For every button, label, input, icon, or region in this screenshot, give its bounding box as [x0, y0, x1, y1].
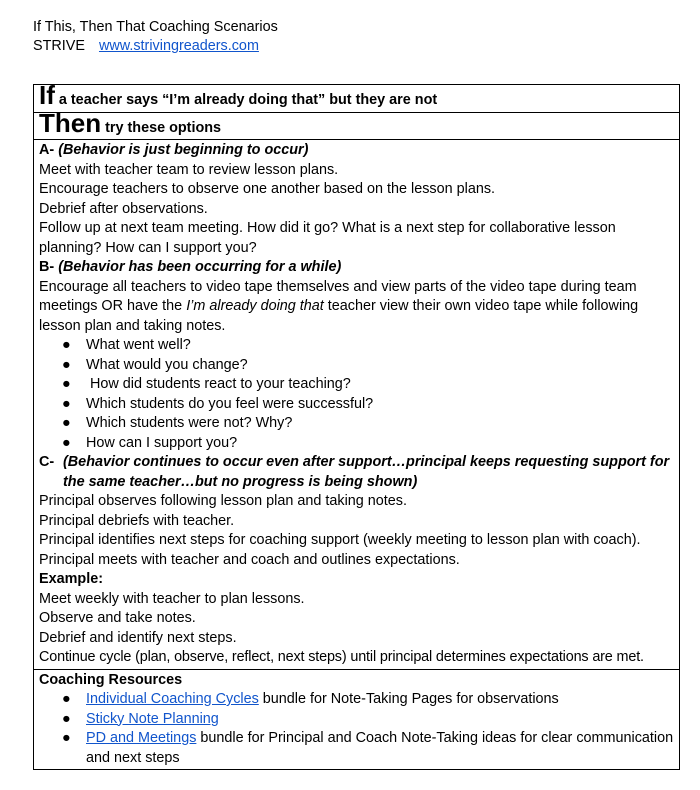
bullet-icon: ●: [62, 730, 71, 746]
resources-row: [34, 669, 680, 770]
bullet-icon: ●: [62, 710, 71, 727]
list-item: ● How did students react to your teaching?: [86, 375, 674, 395]
then-row: [34, 112, 680, 140]
section-c-line: Principal meets with teacher and coach and outlines expectations.: [39, 551, 460, 568]
example-line: Observe and take notes.: [39, 610, 196, 626]
bullet-icon: ●: [62, 356, 71, 373]
section-c: [39, 453, 674, 668]
section-a-line: Debrief after observations.: [39, 200, 208, 217]
section-c-heading: C- (Behavior continues to occur even after support…principal keeps requesting support for the same teacher…but no progress is being shown): [39, 454, 670, 490]
section-b-heading: B- (Behavior has been occurring for a while): [39, 259, 342, 275]
section-b: [39, 258, 674, 453]
scenario-table: [33, 80, 680, 770]
section-c-line: Principal debriefs with teacher.: [39, 512, 235, 529]
bullet-icon: ●: [62, 337, 71, 353]
resource-link-pd-and-meetings[interactable]: PD and Meetings: [86, 730, 197, 746]
website-link[interactable]: www.strivingreaders.com: [98, 38, 259, 54]
question-list: [39, 336, 674, 453]
bullet-icon: ●: [62, 415, 71, 431]
list-item: ● What went well?: [86, 336, 674, 356]
bullet-icon: ●: [62, 434, 71, 451]
section-c-line: Principal observes following lesson plan and taking notes.: [39, 493, 407, 509]
resource-item: ● Individual Coaching Cycles bundle for Note-Taking Pages for observations: [86, 690, 674, 710]
section-a: [39, 141, 674, 258]
example-label: Example:: [39, 571, 103, 587]
then-label: Then: [39, 107, 102, 138]
resource-link-sticky-note-planning[interactable]: Sticky Note Planning: [86, 710, 219, 727]
section-a-heading: A- (Behavior is just beginning to occur): [39, 142, 309, 158]
section-c-line: Principal identifies next steps for coaching support (weekly meeting to lesson plan with coach).: [39, 532, 641, 548]
if-label: If: [39, 80, 55, 110]
example-line: Debrief and identify next steps.: [39, 629, 237, 646]
list-item: ● Which students were not? Why?: [86, 414, 674, 434]
resource-item: ● PD and Meetings bundle for Principal and Coach Note-Taking ideas for clear communication and next steps: [62, 730, 674, 766]
document-title: If This, Then That Coaching Scenarios: [33, 19, 278, 35]
org-name: STRIVE: [33, 38, 85, 54]
example-line: Continue cycle (plan, observe, reflect, next steps) until principal determines expectations are met.: [39, 649, 644, 665]
example-line: Meet weekly with teacher to plan lessons.: [39, 590, 305, 607]
list-item: ● How can I support you?: [86, 434, 674, 454]
resources-heading: Coaching Resources: [39, 671, 183, 688]
bullet-icon: ●: [62, 376, 71, 392]
bullet-icon: ●: [62, 395, 71, 412]
if-text: a teacher says “I’m already doing that” but they are not: [58, 92, 438, 108]
resource-link-individual-coaching-cycles[interactable]: Individual Coaching Cycles: [86, 691, 259, 707]
list-item: ● Which students do you feel were successful?: [86, 395, 674, 415]
resources-list: [39, 690, 674, 768]
resource-item: [62, 710, 674, 730]
if-row: [34, 85, 680, 113]
section-a-line: Encourage teachers to observe one another based on the lesson plans.: [39, 181, 496, 197]
then-text: try these options: [105, 119, 222, 136]
list-item: ● What would you change?: [86, 356, 674, 376]
document-header: [33, 18, 278, 56]
bullet-icon: ●: [62, 691, 71, 707]
section-a-line: Follow up at next team meeting. How did it go? What is a next step for collaborative lesson planning? How can I support you?: [39, 220, 616, 256]
options-row: [34, 140, 680, 670]
section-b-paragraph: Encourage all teachers to video tape themselves and view parts of the video tape during team meetings OR have the I’m already doing that teacher view their own video tape while following lesson plan and taking notes.: [39, 278, 639, 334]
document-subtitle: [33, 37, 278, 56]
section-a-line: Meet with teacher team to review lesson plans.: [39, 161, 339, 178]
